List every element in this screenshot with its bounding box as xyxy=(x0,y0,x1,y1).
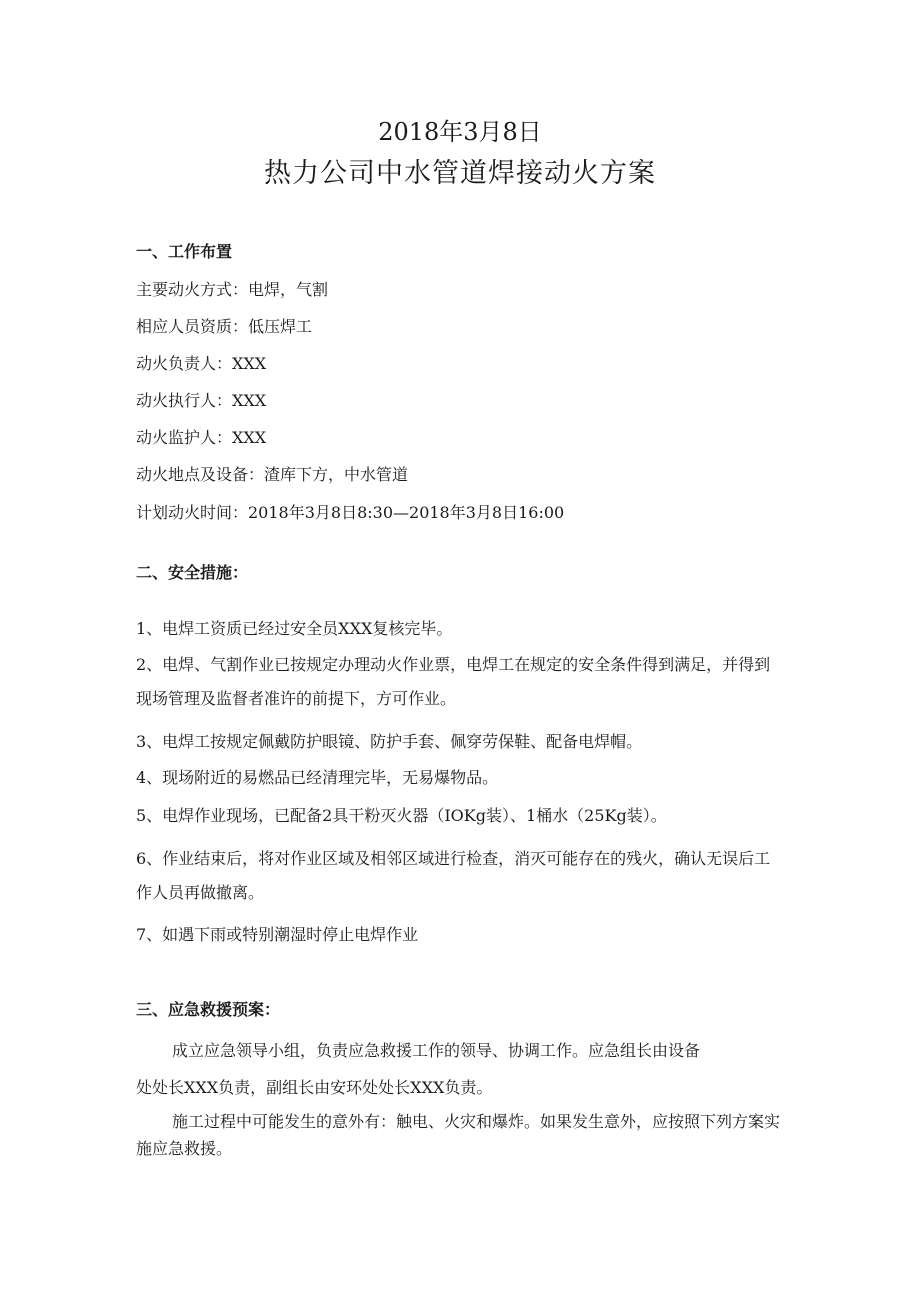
emergency-paragraph-continued: 处处长XXX负责，副组长由安环处处长XXX负责。 xyxy=(136,1078,493,1097)
line-responsible-person: 动火负责人：XXX xyxy=(136,354,267,373)
document-title: 热力公司中水管道焊接动火方案 xyxy=(264,158,656,189)
line-personnel-qualification: 相应人员资质：低压焊工 xyxy=(136,317,313,336)
emergency-paragraph: 施工过程中可能发生的意外有：触电、火灾和爆炸。如果发生意外，应按照下列方案实施应急救援。 xyxy=(136,1112,781,1158)
emergency-paragraph: 成立应急领导小组，负责应急救援工作的领导、协调工作。应急组长由设备 xyxy=(172,1041,701,1060)
safety-item: 2、电焊、气割作业已按规定办理动火作业票，电焊工在规定的安全条件得到满足，并得到现场管理及监督者准许的前提下，方可作业。 xyxy=(136,655,771,708)
section-heading-work-arrangement: 一、工作布置 xyxy=(136,242,233,261)
safety-item: 7、如遇下雨或特别潮湿时停止电焊作业 xyxy=(136,925,419,944)
safety-item: 5、电焊作业现场，已配备2具干粉灭火器（IOKg装）、1桶水（25Kg装）。 xyxy=(136,806,667,825)
safety-item: 3、电焊工按规定佩戴防护眼镜、防护手套、佩穿劳保鞋、配备电焊帽。 xyxy=(136,732,643,751)
line-executor: 动火执行人：XXX xyxy=(136,391,267,410)
safety-item: 4、现场附近的易燃品已经清理完毕，无易爆物品。 xyxy=(136,768,499,787)
line-planned-time: 计划动火时间：2018年3月8日8:30—2018年3月8日16:00 xyxy=(136,503,565,522)
safety-item: 1、电焊工资质已经过安全员XXX复核完毕。 xyxy=(136,619,453,638)
line-location-equipment: 动火地点及设备：渣库下方，中水管道 xyxy=(136,465,409,484)
section-heading-emergency-plan: 三、应急救援预案： xyxy=(136,1000,281,1019)
safety-item: 6、作业结束后，将对作业区域及相邻区域进行检查，消灭可能存在的残火，确认无误后工作人员再做撤离。 xyxy=(136,849,771,902)
line-fire-method: 主要动火方式：电焊，气割 xyxy=(136,280,329,299)
document-date: 2018年3月8日 xyxy=(378,118,542,146)
section-heading-safety-measures: 二、安全措施： xyxy=(136,563,249,582)
line-supervisor: 动火监护人：XXX xyxy=(136,428,267,447)
